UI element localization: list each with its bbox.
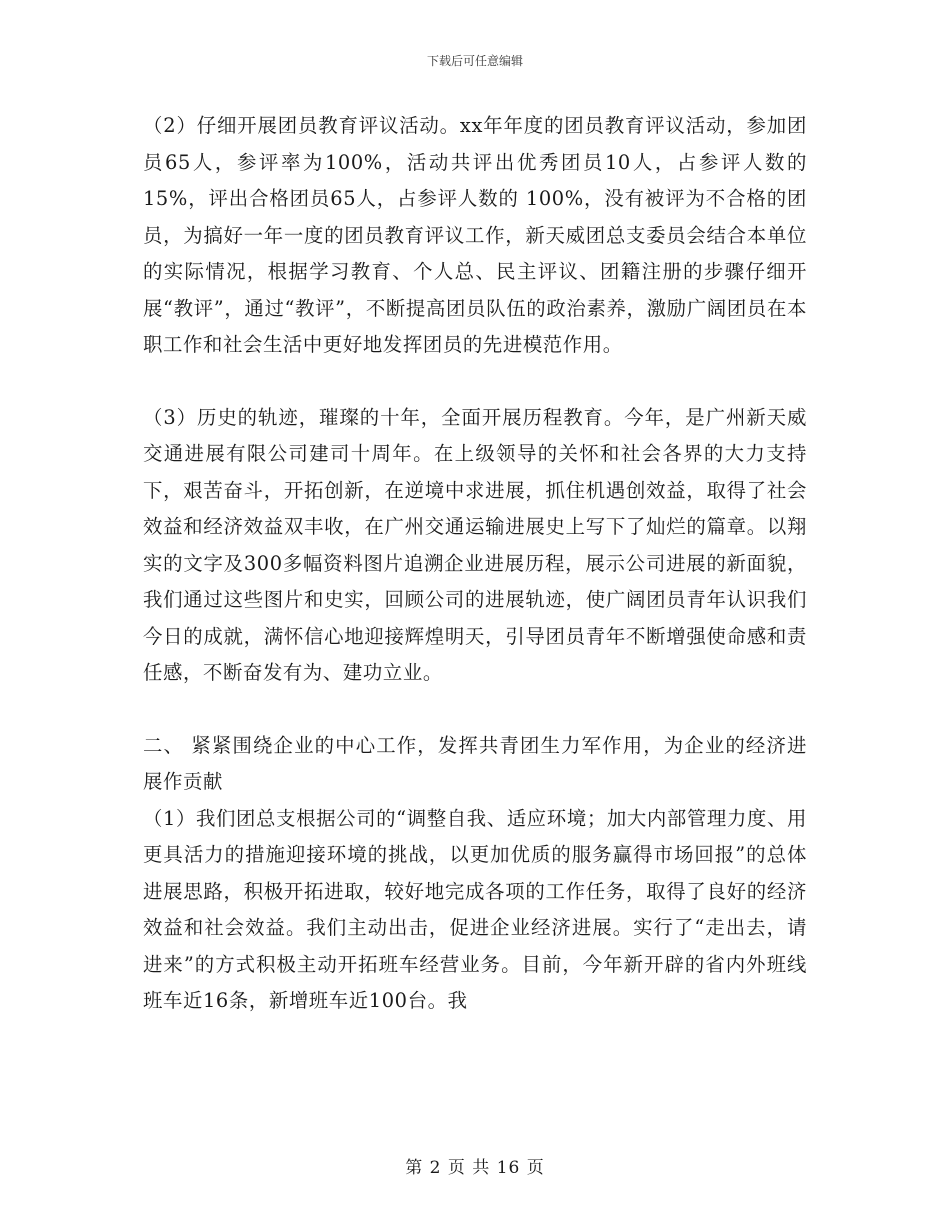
section-heading-economic-contribution: 二、 紧紧围绕企业的中心工作，发挥共青团生力军作用，为企业的经济进展作贡献 bbox=[143, 733, 807, 793]
paragraph-history-education: （3）历史的轨迹，璀璨的十年，全面开展历程教育。今年，是广州新天威交通进展有限公司建司十周年。在上级领导的关怀和社会各界的大力支持下，艰苦奋斗，开拓创新，在逆境中求进展，抓住机遇创效益，取得了社会效益和经济效益双丰收，在广州交通运输进展史上写下了灿烂的篇章。以翔实的文字及300多幅资料图片追溯企业进展历程，展示公司进展的新面貌，我们通过这些图片和史实，回顾公司的进展轨迹，使广阔团员青年认识我们今日的成就，满怀信心地迎接辉煌明天，引导团员青年不断增强使命感和责任感，不断奋发有为、建功立业。 bbox=[143, 405, 807, 684]
document-body bbox=[143, 108, 807, 1020]
page-number-footer: 第 2 页 共 16 页 bbox=[405, 1158, 545, 1178]
page-header: 下载后可任意编辑 bbox=[426, 54, 523, 68]
paragraph-evaluation-activity: （2）仔细开展团员教育评议活动。xx年年度的团员教育评议活动，参加团员65人，参评率为100%，活动共评出优秀团员10人，占参评人数的15%，评出合格团员65人，占参评人数的 100%，没有被评为不合格的团员，为搞好一年一度的团员教育评议工作，新天威团总支委员会结合本单位的实际情况，根据学习教育、个人总、民主评议、团籍注册的步骤仔细开展“教评”，通过“教评”，不断提高团员队伍的政治素养，激励广阔团员在本职工作和社会生活中更好地发挥团员的先进模范作用。 bbox=[143, 114, 807, 356]
paragraph-business-expansion: （1）我们团总支根据公司的“调整自我、适应环境；加大内部管理力度、用更具活力的措施迎接环境的挑战，以更加优质的服务赢得市场回报”的总体进展思路，积极开拓进取，较好地完成各项的工作任务，取得了良好的经济效益和社会效益。我们主动出击，促进企业经济进展。实行了“走出去，请进来”的方式积极主动开拓班车经营业务。目前，今年新开辟的省内外班线班车近16条，新增班车近100台。我 bbox=[143, 806, 807, 1012]
